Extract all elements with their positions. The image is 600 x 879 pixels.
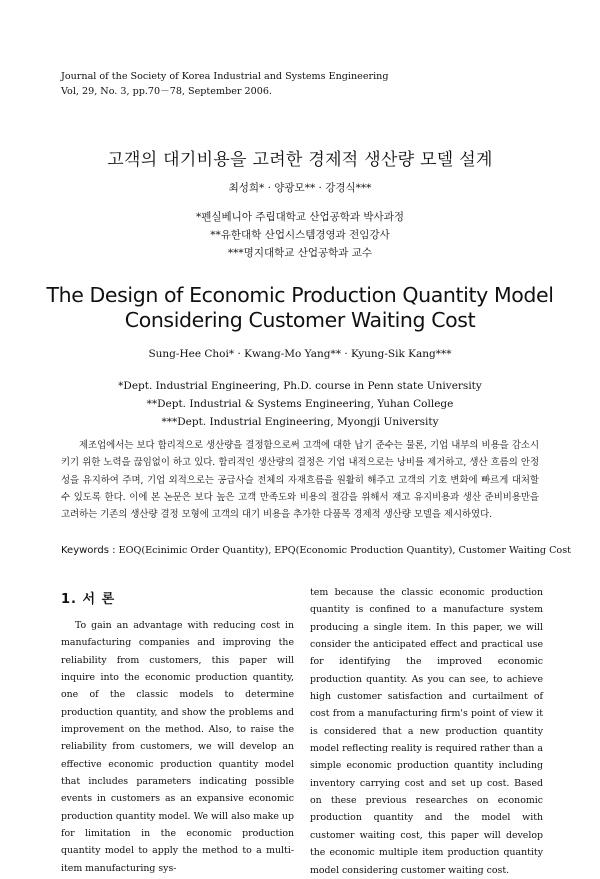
journal-header	[61, 69, 389, 99]
english-title-line-2: Considering Customer Waiting Cost	[124, 308, 476, 332]
korean-affiliation-3: ***명지대학교 산업공학과 교수	[227, 247, 373, 259]
keywords-text: EOQ(Ecinimic Order Quantity), EPQ(Economic Production Quantity), Customer Waiting Cost	[118, 545, 571, 556]
body-left-column: To gain an advantage with reducing cost in manufacturing companies and improving the reliability from customers, this paper will inquire into the economic production quantity, one of the classic models to determine production quantity, and show the problems and improvement on the method. Also, to raise the reliability from customers, we will develop an effective economic production quantity model that includes parameters indicating possible events in customers as an expansive economic production quantity model. We will also make up for limitation in the economic production quantity model to apply the method to a multi-item manufacturing sys-	[61, 620, 294, 874]
english-title	[0, 283, 600, 333]
journal-name: Journal of the Society of Korea Industrial and Systems Engineering	[61, 71, 389, 82]
body-right-column: tem because the classic economic production quantity is confined to a manufacture system producing a single item. In this paper, we will consider the anticipated effect and practical use for identifying the improved economic production quantity. As you can see, to achieve high customer satisfaction and curtailment of cost from a manufacturing firm's point of view it is considered that a new production quantity model reflecting reality is required rather than a simple economic production quantity including inventory carrying cost and set up cost. Based on these previous researches on economic production quantity and the model with customer waiting cost, this paper will develop the economic multiple item production quantity model considering customer waiting cost.	[310, 587, 543, 876]
korean-title: 고객의 대기비용을 고려한 경제적 생산량 모델 설계	[107, 150, 493, 170]
keywords-label: Keywords :	[61, 545, 119, 556]
korean-authors: 최성희* · 양광모** · 강경식***	[228, 182, 372, 194]
english-affiliations	[0, 377, 600, 431]
english-affiliation-1: *Dept. Industrial Engineering, Ph.D. course in Penn state University	[118, 380, 482, 392]
english-affiliation-2: **Dept. Industrial & Systems Engineering, Yuhan College	[146, 398, 454, 410]
section-heading: 1. 서 론	[61, 592, 116, 607]
keywords	[61, 545, 571, 556]
korean-affiliations	[0, 208, 600, 262]
journal-volume: Vol, 29, No. 3, pp.70－78, September 2006.	[61, 86, 272, 97]
abstract: 제조업에서는 보다 합리적으로 생산량을 결정함으로써 고객에 대한 납기 준수는 물론, 기업 내부의 비용을 감소시키기 위한 노력을 끊임없이 하고 있다. 합리적인 생산량의 결정은 기업 내적으로는 낭비를 제거하고, 생산 흐름의 안정성을 유지하여 주며, 기업 외적으로는 공급사슬 전체의 자재흐름을 원활히 해주고 고객의 기호 변화에 빠르게 대처할 수 있도록 한다. 이에 본 논문은 보다 높은 고객 만족도와 비용의 절감을 위해서 재고 유지비용과 생산 준비비용만을 고려하는 기존의 생산량 결정 모형에 고객의 대기 비용을 추가한 다품목 경제적 생산량 모델을 제시하였다.	[61, 440, 539, 521]
english-title-line-1: The Design of Economic Production Quantity Model	[46, 283, 554, 307]
korean-affiliation-2: **유한대학 산업시스템경영과 전임강사	[210, 229, 390, 241]
english-affiliation-3: ***Dept. Industrial Engineering, Myongji University	[161, 416, 439, 428]
english-authors: Sung-Hee Choi* · Kwang-Mo Yang** · Kyung-Sik Kang***	[148, 348, 452, 360]
korean-affiliation-1: *펜실베니아 주립대학교 산업공학과 박사과정	[196, 211, 404, 223]
